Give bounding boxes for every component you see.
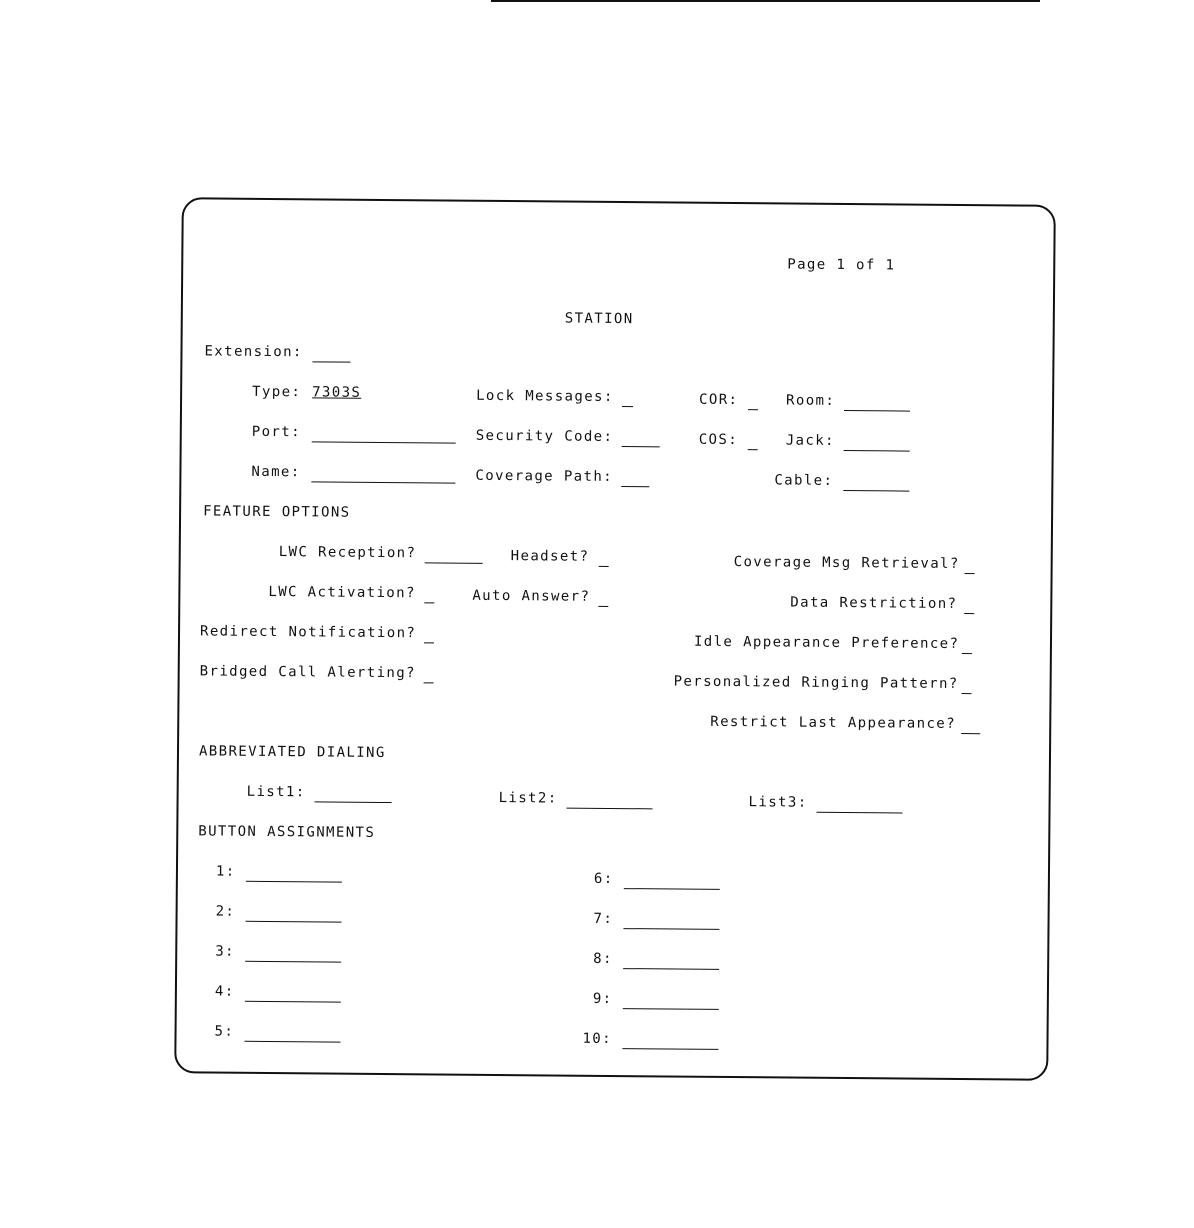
button-9-label: 9: <box>592 990 613 1007</box>
button-5-field[interactable] <box>244 1026 340 1043</box>
coverage-msg-retrieval-label: Coverage Msg Retrieval? <box>733 554 960 573</box>
security-code-field[interactable] <box>622 431 660 447</box>
list1-label: List1: <box>246 783 306 801</box>
list3-label: List3: <box>748 794 808 811</box>
auto-answer-field[interactable] <box>598 591 608 607</box>
list3-field[interactable] <box>816 797 902 814</box>
idle-appearance-preference-field[interactable] <box>962 638 972 654</box>
name-label: Name: <box>251 463 301 481</box>
top-rule <box>491 0 1040 2</box>
button-8-label: 8: <box>593 950 613 967</box>
lwc-reception-field[interactable] <box>425 547 483 564</box>
extension-field[interactable] <box>312 346 350 362</box>
button-1-field[interactable] <box>246 866 342 883</box>
personalized-ringing-pattern-label: Personalized Ringing Pattern? <box>673 673 959 693</box>
lwc-activation-label: LWC Activation? <box>268 583 416 602</box>
button-9-field[interactable] <box>623 993 719 1010</box>
restrict-last-appearance-field[interactable] <box>961 718 980 734</box>
button-4-field[interactable] <box>245 986 341 1003</box>
security-code-label: Security Code: <box>475 427 614 445</box>
station-form-screen <box>174 197 1056 1081</box>
button-1-label: 1: <box>215 863 236 880</box>
button-10-field[interactable] <box>622 1033 718 1050</box>
headset-label: Headset? <box>510 548 590 565</box>
port-field[interactable] <box>312 426 456 443</box>
feature-options-heading: FEATURE OPTIONS <box>203 503 351 521</box>
list2-label: List2: <box>498 789 558 807</box>
abbreviated-dialing-heading: ABBREVIATED DIALING <box>198 743 386 762</box>
button-assignments-heading: BUTTON ASSIGNMENTS <box>198 823 376 841</box>
room-label: Room: <box>786 392 836 409</box>
jack-field[interactable] <box>844 435 910 452</box>
button-6-label: 6: <box>593 870 614 887</box>
button-2-label: 2: <box>215 903 236 920</box>
cos-field[interactable] <box>748 434 758 450</box>
button-4-label: 4: <box>214 983 235 1000</box>
form-title: STATION <box>564 310 634 328</box>
button-6-field[interactable] <box>624 873 720 890</box>
coverage-path-label: Coverage Path: <box>475 467 614 485</box>
button-5-label: 5: <box>214 1023 235 1040</box>
coverage-path-field[interactable] <box>621 471 649 487</box>
data-restriction-label: Data Restriction? <box>790 594 958 612</box>
lwc-activation-field[interactable] <box>424 587 434 603</box>
personalized-ringing-pattern-field[interactable] <box>962 678 972 694</box>
headset-field[interactable] <box>599 551 609 567</box>
restrict-last-appearance-label: Restrict Last Appearance? <box>710 713 957 732</box>
type-label: Type: <box>252 383 302 401</box>
button-3-field[interactable] <box>245 946 341 963</box>
button-10-label: 10: <box>582 1030 613 1047</box>
cos-label: COS: <box>698 431 739 449</box>
idle-appearance-preference-label: Idle Appearance Preference? <box>693 633 960 653</box>
lwc-reception-label: LWC Reception? <box>278 544 417 562</box>
type-field[interactable]: 7303S <box>312 384 362 401</box>
cor-field[interactable] <box>748 394 758 410</box>
cable-label: Cable: <box>774 472 834 489</box>
port-label: Port: <box>251 423 302 441</box>
cor-label: COR: <box>699 391 739 409</box>
list2-field[interactable] <box>567 793 653 810</box>
bridged-call-alerting-field[interactable] <box>424 667 434 683</box>
lock-messages-label: Lock Messages: <box>476 387 614 405</box>
room-field[interactable] <box>844 395 910 412</box>
button-2-field[interactable] <box>246 906 342 923</box>
extension-label: Extension: <box>204 343 303 361</box>
data-restriction-field[interactable] <box>964 598 974 614</box>
name-field[interactable] <box>311 466 455 483</box>
coverage-msg-retrieval-field[interactable] <box>965 558 975 574</box>
bridged-call-alerting-label: Bridged Call Alerting? <box>199 663 416 682</box>
button-7-label: 7: <box>593 910 614 927</box>
page-indicator: Page 1 of 1 <box>787 256 896 274</box>
redirect-notification-label: Redirect Notification? <box>199 623 417 642</box>
button-3-label: 3: <box>215 943 235 960</box>
jack-label: Jack: <box>785 432 835 449</box>
redirect-notification-field[interactable] <box>424 627 434 643</box>
list1-field[interactable] <box>315 786 392 803</box>
auto-answer-label: Auto Answer? <box>472 587 591 605</box>
button-8-field[interactable] <box>623 953 719 970</box>
button-7-field[interactable] <box>623 913 719 930</box>
cable-field[interactable] <box>843 475 909 492</box>
lock-messages-field[interactable] <box>622 391 633 407</box>
